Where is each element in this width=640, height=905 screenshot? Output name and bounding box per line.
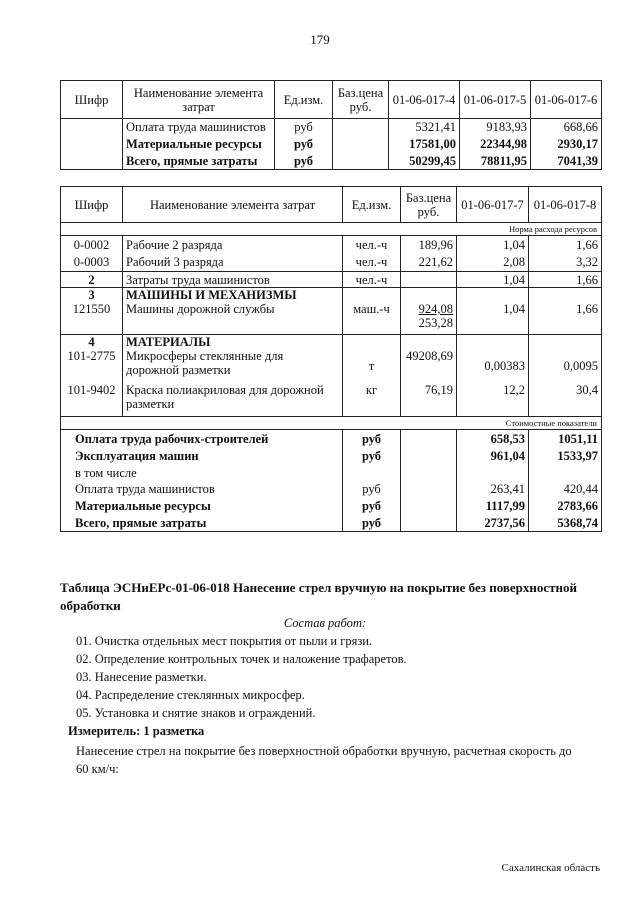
works-heading: Состав работ: — [283, 616, 367, 630]
header-name: Наименование элемента затрат — [123, 187, 343, 223]
table-row: 0-0003 Рабочий 3 разряда чел.-ч 221,62 2,08 3,32 — [61, 254, 602, 272]
page-number: 179 — [310, 32, 330, 47]
list-item: 02. Определение контрольных точек и наложение трафаретов. — [76, 652, 407, 666]
works-list — [76, 632, 606, 722]
machine-labor-price: 253,28 — [418, 316, 453, 330]
list-item: 01. Очистка отдельных мест покрытия от пыли и грязи. — [76, 634, 373, 648]
header-col-017-7: 01-06-017-7 — [457, 187, 529, 223]
totals-row: Материальные ресурсы руб 1117,99 2783,66 — [61, 498, 602, 515]
table-row: 121550 Машины дорожной службы маш.-ч 924,08 253,28 1,04 1,66 — [61, 302, 602, 334]
totals-row: в том числе — [61, 465, 602, 481]
totals-row: Оплата труда рабочих-строителей руб 658,53 1051,11 — [61, 430, 602, 448]
header-col-017-8: 01-06-017-8 — [529, 187, 602, 223]
region-footer: Сахалинская область — [501, 862, 600, 874]
cost-table-1 — [60, 80, 602, 170]
section-row: 3 МАШИНЫ И МЕХАНИЗМЫ — [61, 288, 602, 303]
table-row: Всего, прямые затраты руб 50299,45 78811,95 7041,39 — [61, 153, 602, 170]
header-col-017-5: 01-06-017-5 — [460, 81, 531, 119]
section-title: Таблица ЭСНиЕРс-01-06-018 Нанесение стрел вручную на покрытие без поверхностной обработки — [60, 580, 578, 613]
header-code: Шифр — [61, 187, 123, 223]
header-code: Шифр — [61, 81, 123, 119]
totals-row: Всего, прямые затраты руб 2737,56 5368,74 — [61, 515, 602, 532]
table-row: 2 Затраты труда машинистов чел.-ч 1,04 1,66 — [61, 272, 602, 288]
table-row: Оплата труда машинистов руб 5321,41 9183,93 668,66 — [61, 119, 602, 136]
table-row: 0-0002 Рабочие 2 разряда чел.-ч 189,96 1,04 1,66 — [61, 236, 602, 254]
section-row: 4 МАТЕРИАЛЫ — [61, 334, 602, 349]
header-col-017-6: 01-06-017-6 — [531, 81, 602, 119]
header-unit: Ед.изм. — [343, 187, 401, 223]
header-price: Баз.цена руб. — [333, 81, 389, 119]
table-row: Материальные ресурсы руб 17581,00 22344,98 2930,17 — [61, 136, 602, 153]
list-item: 03. Нанесение разметки. — [76, 670, 207, 684]
header-price: Баз.цена руб. — [401, 187, 457, 223]
header-col-017-4: 01-06-017-4 — [389, 81, 460, 119]
header-unit: Ед.изм. — [275, 81, 333, 119]
cost-label: Стоимостные показатели — [61, 417, 602, 430]
machine-price: 924,08 — [418, 302, 453, 316]
meter-label: Измеритель: 1 разметка — [68, 724, 205, 738]
cost-table-2 — [60, 186, 602, 532]
table-row: 101-2775 Микросферы стеклянные для дорожной разметки т 49208,69 0,00383 0,0095 — [61, 349, 602, 383]
list-item: 04. Распределение стеклянных микросфер. — [76, 688, 305, 702]
list-item: 05. Установка и снятие знаков и ограждений. — [76, 706, 316, 720]
norm-label: Норма расхода ресурсов — [61, 223, 602, 236]
header-name: Наименование элемента затрат — [123, 81, 275, 119]
totals-row: Эксплуатация машин руб 961,04 1533,97 — [61, 448, 602, 465]
description: Нанесение стрел на покрытие без поверхностной обработки вручную, расчетная скорость до 60 км/ч: — [76, 744, 572, 776]
totals-row: Оплата труда машинистов руб 263,41 420,44 — [61, 481, 602, 498]
table-row: 101-9402 Краска полиакриловая для дорожной разметки кг 76,19 12,2 30,4 — [61, 383, 602, 417]
